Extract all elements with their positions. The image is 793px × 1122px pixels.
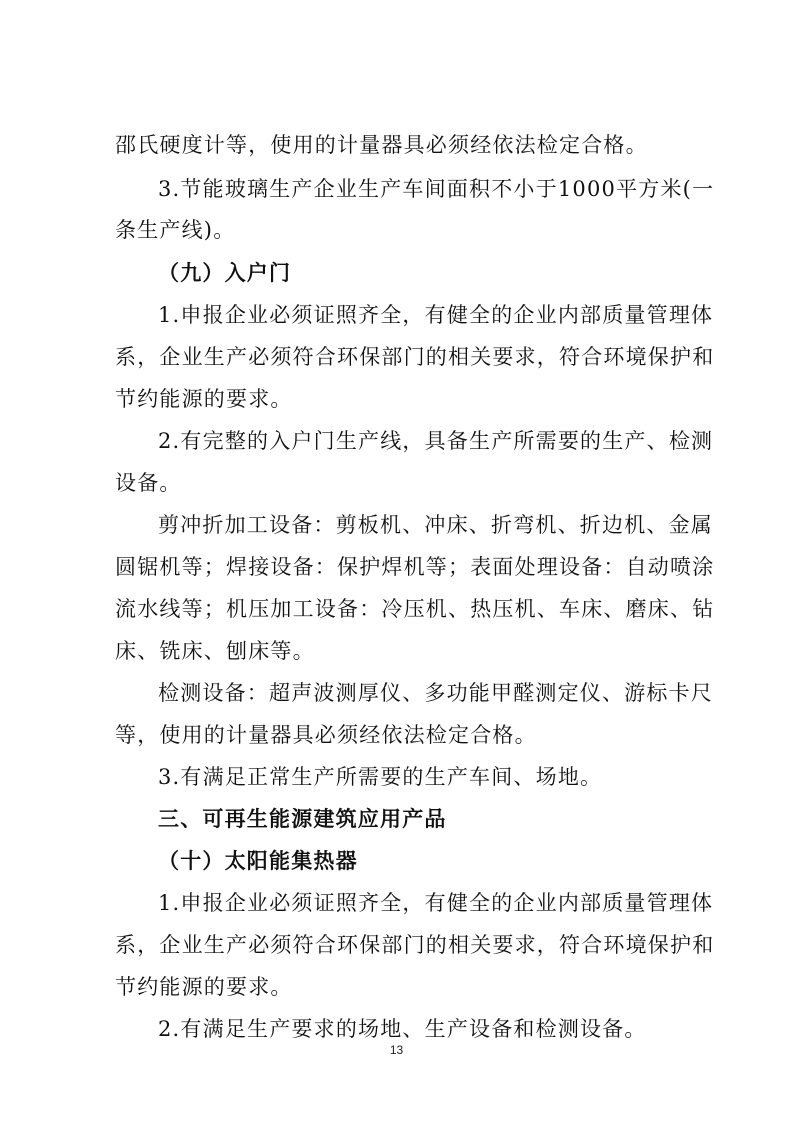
section-heading: （九）入户门 — [158, 261, 292, 285]
text-line: 剪冲折加工设备：剪板机、冲床、折弯机、折边机、金属 — [158, 513, 713, 537]
text-line: 1.申报企业必须证照齐全，有健全的企业内部质量管理体 — [158, 891, 714, 915]
text-line: 条生产线)。 — [115, 218, 236, 242]
section-heading: （十）太阳能集热器 — [158, 849, 358, 873]
text-line: 设备。 — [115, 471, 182, 495]
text-line: 流水线等；机压加工设备：冷压机、热压机、车床、磨床、钻 — [115, 597, 715, 621]
text-line: 节约能源的要求。 — [115, 387, 293, 411]
text-line: 1.申报企业必须证照齐全，有健全的企业内部质量管理体 — [158, 303, 714, 327]
text-line: 床、铣床、刨床等。 — [115, 639, 315, 663]
text-line: 2.有满足生产要求的场地、生产设备和检测设备。 — [158, 1017, 647, 1041]
text-line: 圆锯机等；焊接设备：保护焊机等；表面处理设备：自动喷涂 — [115, 555, 715, 579]
text-line: 系，企业生产必须符合环保部门的相关要求，符合环境保护和 — [115, 933, 715, 957]
text-line: 检测设备：超声波测厚仪、多功能甲醛测定仪、游标卡尺 — [158, 681, 713, 705]
page-number: 13 — [389, 1043, 404, 1057]
text-line: 邵氏硬度计等，使用的计量器具必须经依法检定合格。 — [115, 133, 648, 157]
text-line: 节约能源的要求。 — [115, 975, 293, 999]
text-line: 系，企业生产必须符合环保部门的相关要求，符合环境保护和 — [115, 345, 715, 369]
text-line: 等，使用的计量器具必须经依法检定合格。 — [115, 723, 537, 747]
chapter-heading: 三、可再生能源建筑应用产品 — [158, 807, 447, 831]
text-line: 3.有满足正常生产所需要的生产车间、场地。 — [158, 765, 603, 789]
text-line: 3.节能玻璃生产企业生产车间面积不小于1000平方米(一 — [158, 177, 715, 201]
text-line: 2.有完整的入户门生产线，具备生产所需要的生产、检测 — [158, 429, 714, 453]
